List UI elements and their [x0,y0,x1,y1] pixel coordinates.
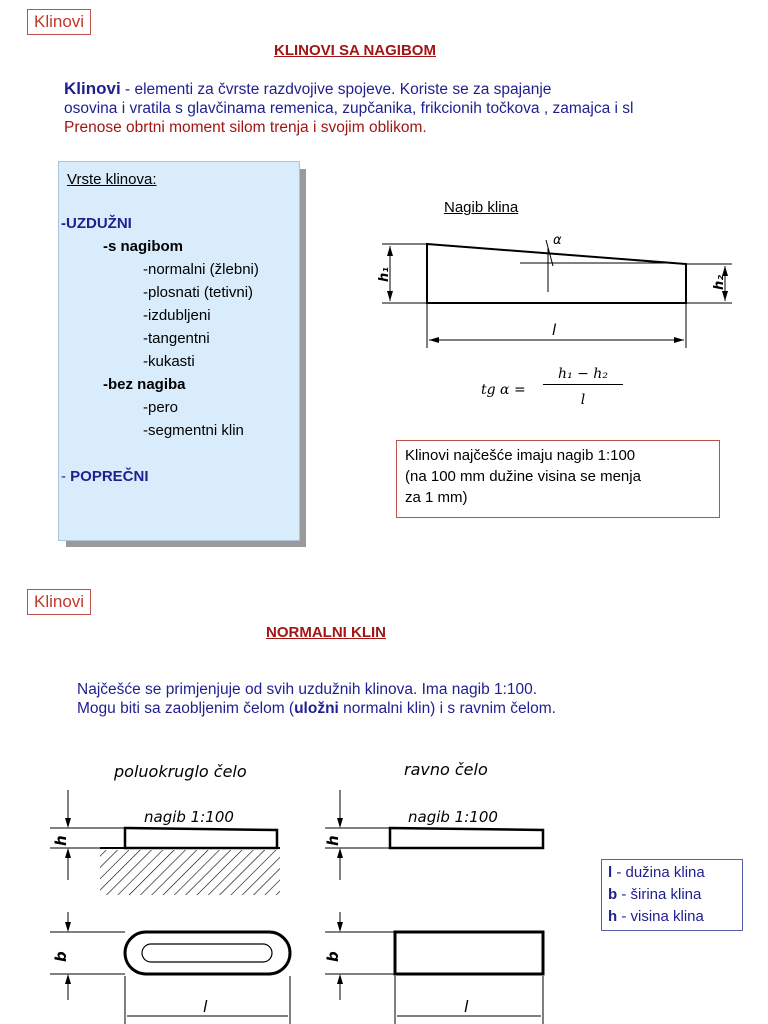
nagib-note [396,440,720,518]
left-key-top [125,932,290,974]
legend-text-0: - dužina klina [612,864,705,881]
left-key-side [125,828,277,848]
legend-text-1: - širina klina [617,886,702,903]
legend-key-1: b [608,886,618,903]
panel-title: Vrste klinova: [67,171,157,188]
right-h-label: h [324,835,342,846]
left-h-label: h [52,835,70,846]
normalni-klin-drawing [40,780,560,1024]
right-key-top [395,932,543,974]
s-item-2: -izdubljeni [143,307,211,324]
intro-line2: osovina i vratila s glavčinama remenica, zupčanika, frikcionih točkova , zamajca i sl [64,100,634,117]
poprecni-label: POPREČNI [70,468,149,485]
legend-text-2: - visina klina [617,908,704,925]
legend-key-2: h [608,908,618,925]
diagram-title: Nagib klina [444,199,519,216]
poprecni-dash: - [61,468,71,485]
note-line-1: (na 100 mm dužine visina se menja [405,468,641,485]
panel-s-nagibom: -s nagibom [103,238,184,255]
left-caption: poluokruglo čelo [114,762,247,781]
left-slope-label: nagib 1:100 [144,808,234,826]
intro-line3: Prenose obrtni moment silom trenja i svojim oblikom. [64,119,427,136]
right-key-side [390,828,543,848]
formula-lhs: tg α = [481,382,526,398]
slide1-heading: KLINOVI SA NAGIBOM [274,42,436,59]
bez-item-0: -pero [143,399,179,416]
s-item-4: -kukasti [143,353,195,370]
panel-poprecni [61,465,149,488]
s-item-3: -tangentni [143,330,210,347]
left-l-label: l [203,997,208,1016]
formula-numerator: h₁ − h₂ [543,366,623,385]
h1-label: h₁ [377,267,392,282]
l-label: l [552,321,557,339]
bez-item-1: -segmentni klin [143,422,244,439]
right-l-label: l [464,997,469,1016]
note-line-0: Klinovi najčešće imaju nagib 1:100 [405,447,636,464]
slide1-tag: Klinovi [27,9,91,35]
note-line-2: za 1 mm) [405,489,468,506]
alpha-label: α [553,233,562,248]
slide1-intro [64,79,633,137]
h2-label: h₂ [712,275,727,290]
vrste-klinova-panel [58,161,300,541]
wedge-outline [427,244,686,303]
right-caption: ravno čelo [404,760,488,779]
dimension-legend [601,859,743,931]
line2-pre: Mogu biti sa zaobljenim čelom ( [77,700,295,717]
legend-row-0 [608,862,736,884]
hatched-shaft [100,850,280,895]
legend-row-1 [608,884,736,906]
right-slope-label: nagib 1:100 [408,808,498,826]
slide2-intro [77,680,556,718]
left-b-label: b [52,951,70,962]
intro-bold: Klinovi [64,79,121,98]
slide2-line1: Najčešće se primjenjuje od svih uzdužnih klinova. Ima nagib 1:100. [77,681,538,698]
slide2-tag: Klinovi [27,589,91,615]
formula-denominator: l [580,392,586,408]
panel-bez-nagiba: -bez nagiba [103,376,186,393]
slide2-heading: NORMALNI KLIN [266,624,386,641]
line2-bold: uložni [294,700,339,717]
legend-row-2 [608,906,736,928]
right-b-label: b [324,951,342,962]
nagib-klina-diagram [370,220,740,360]
line2-post: normalni klin) i s ravnim čelom. [338,700,556,717]
s-item-0: -normalni (žlebni) [143,261,259,278]
legend-key-0: l [608,864,613,881]
s-item-1: -plosnati (tetivni) [143,284,254,301]
panel-uzduzni: -UZDUŽNI [61,215,132,232]
intro-line1: - elementi za čvrste razdvojive spojeve. Koriste se za spajanje [120,81,552,98]
uzduzni-label: UZDUŽNI [66,215,132,232]
